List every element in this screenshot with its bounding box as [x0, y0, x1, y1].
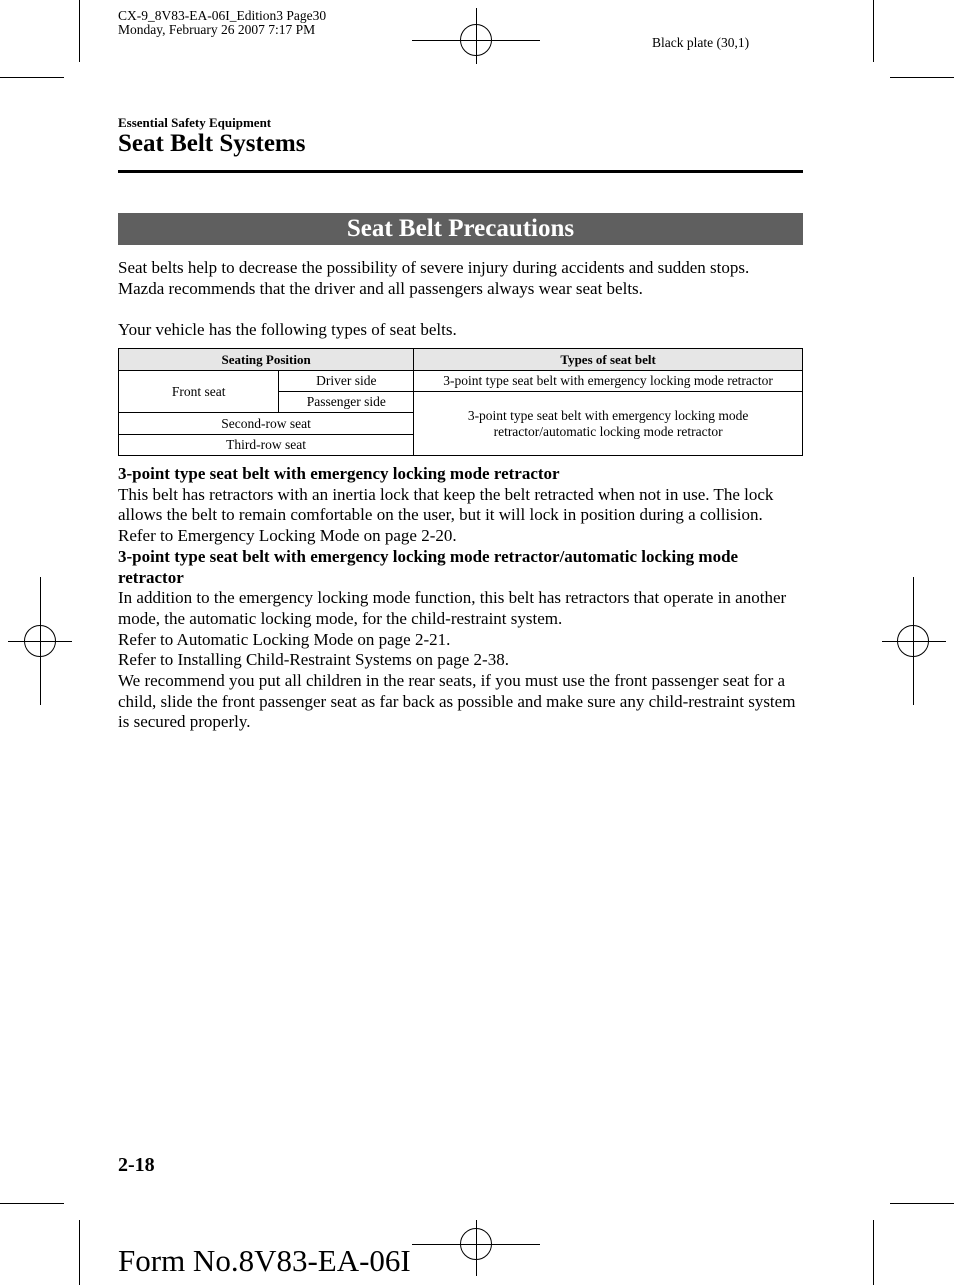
section-label: Essential Safety Equipment	[118, 115, 272, 130]
table-header-seating-position: Seating Position	[119, 349, 414, 371]
cell-passenger-side: Passenger side	[279, 392, 414, 413]
section-banner: Seat Belt Precautions	[118, 213, 803, 245]
crop-mark	[79, 1220, 80, 1285]
table-header-belt-type: Types of seat belt	[414, 349, 803, 371]
body-paragraph: In addition to the emergency locking mode function, this belt has retractors that operate in another mode, the automatic locking mode, for the child-restraint system.	[118, 588, 787, 628]
crop-mark	[890, 77, 954, 78]
body-text	[118, 464, 808, 733]
subheading-elr: 3-point type seat belt with emergency locking mode retractor	[118, 464, 560, 483]
body-paragraph: This belt has retractors with an inertia lock that keep the belt retracted when not in use. The lock allows the belt to remain comfortable on the user, but it will lock in position during a collision.	[118, 484, 774, 525]
page-number: 2-18	[118, 1154, 155, 1176]
crop-mark	[873, 1220, 874, 1285]
subheading-elr-alr: 3-point type seat belt with emergency locking mode retractor/automatic locking mode retractor	[118, 546, 739, 587]
cell-second-row: Second-row seat	[119, 413, 414, 435]
cell-type-elr: 3-point type seat belt with emergency locking mode retractor	[414, 371, 803, 392]
form-number: Form No.8V83-EA-06I	[118, 1243, 411, 1278]
crop-mark	[0, 77, 64, 78]
body-reference: Refer to Automatic Locking Mode on page 2-21.	[118, 629, 451, 649]
chapter-rule	[118, 170, 803, 173]
print-timestamp: Monday, February 26 2007 7:17 PM	[118, 22, 316, 37]
intro-table-lead: Your vehicle has the following types of seat belts.	[118, 320, 457, 339]
cell-front-seat: Front seat	[119, 371, 279, 413]
cell-type-elr-alr: 3-point type seat belt with emergency locking mode retractor/automatic locking mode retractor	[414, 392, 803, 456]
plate-label: Black plate (30,1)	[652, 35, 750, 50]
print-file-id: CX-9_8V83-EA-06I_Edition3 Page30	[118, 8, 327, 23]
crop-mark	[79, 0, 80, 62]
seat-belt-table	[118, 348, 803, 456]
cell-driver-side: Driver side	[279, 371, 414, 392]
cell-third-row: Third-row seat	[119, 435, 414, 456]
body-reference: Refer to Installing Child-Restraint Systems on page 2-38.	[118, 650, 509, 670]
crop-mark	[873, 0, 874, 62]
intro-paragraph: Seat belts help to decrease the possibility of severe injury during accidents and sudden stops. Mazda recommends that the driver and all passengers always wear seat belts.	[118, 258, 750, 298]
chapter-title: Seat Belt Systems	[118, 130, 306, 157]
crop-mark	[890, 1203, 954, 1204]
body-reference: Refer to Emergency Locking Mode on page 2-20.	[118, 526, 457, 546]
crop-mark	[0, 1203, 64, 1204]
body-paragraph: We recommend you put all children in the rear seats, if you must use the front passenger seat for a child, slide the front passenger seat as far back as possible and make sure any child-restraint system is secured properly.	[118, 671, 796, 732]
